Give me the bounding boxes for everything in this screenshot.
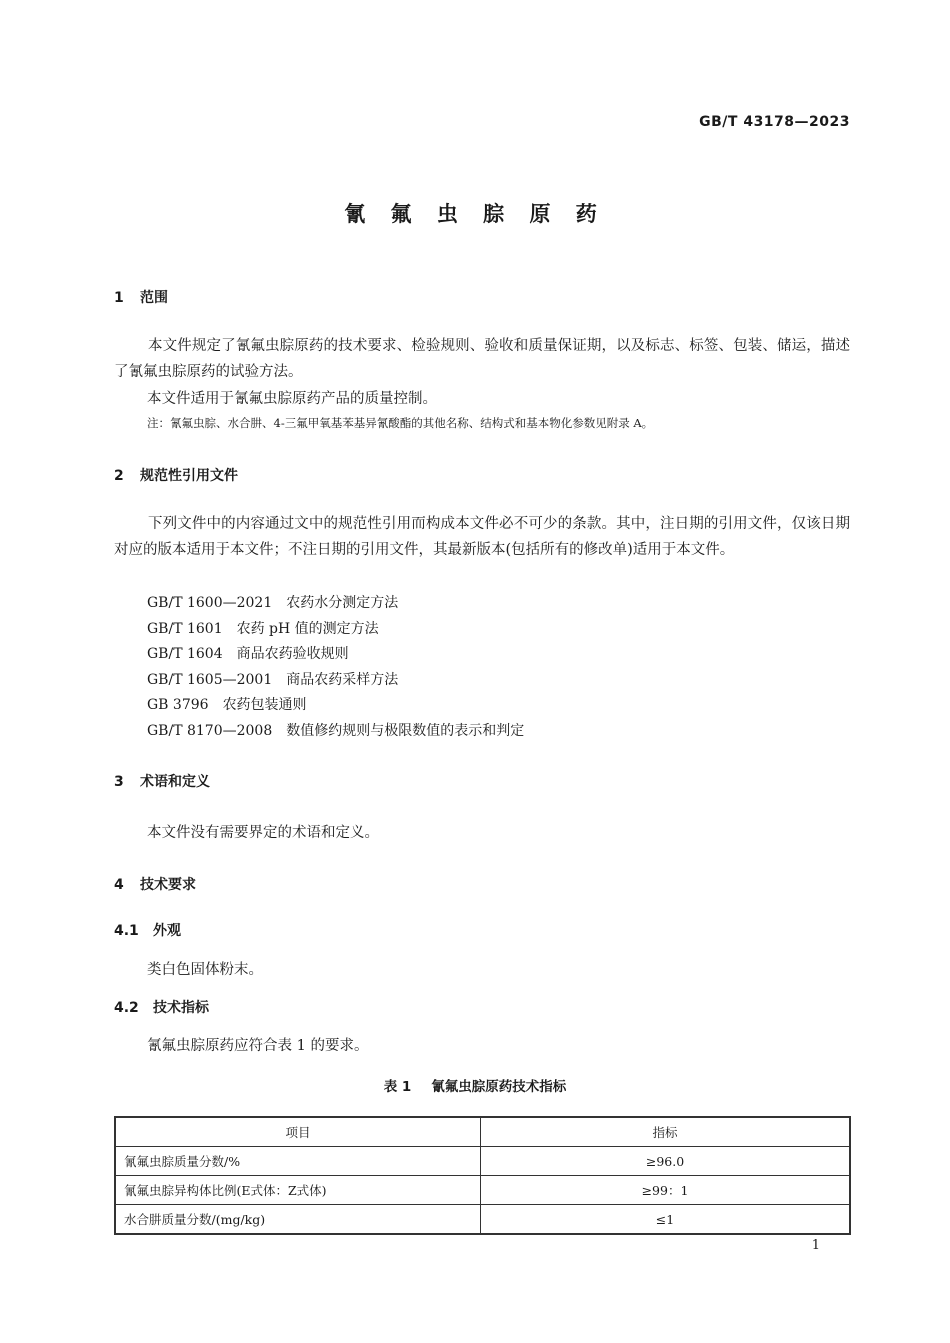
reference-code: GB/T 1601 (147, 621, 223, 637)
section-1-note: 注：氰氟虫腙、水合肼、4-三氟甲氧基苯基异氰酸酯的其他名称、结构式和基本物化参数见附录 A。 (147, 416, 654, 430)
table-cell-item: 氰氟虫腙异构体比例(E式体：Z式体) (115, 1176, 481, 1205)
section-3-heading (114, 771, 210, 791)
section-1-paragraph-1: 本文件规定了氰氟虫腙原药的技术要求、检验规则、验收和质量保证期，以及标志、标签、包装、储运，描述了氰氟虫腙原药的试验方法。 (114, 338, 850, 380)
reference-name: 农药 pH 值的测定方法 (236, 621, 379, 637)
table-header-value: 指标 (481, 1117, 851, 1147)
reference-name: 商品农药采样方法 (286, 672, 399, 688)
section-title: 技术指标 (153, 1000, 209, 1016)
section-3-paragraph: 本文件没有需要界定的术语和定义。 (147, 825, 379, 841)
reference-code: GB 3796 (147, 697, 209, 713)
section-2-heading (114, 465, 238, 485)
table-row (115, 1205, 850, 1235)
table-caption (0, 1075, 950, 1095)
section-4-1-heading (114, 920, 181, 940)
table-cell-value: ≤1 (481, 1205, 851, 1235)
table-cell-item: 氰氟虫腙质量分数/% (115, 1147, 481, 1176)
section-number: 2 (114, 468, 124, 484)
section-4-2-heading (114, 997, 209, 1017)
section-1-heading (114, 287, 168, 307)
section-1-paragraph-2: 本文件适用于氰氟虫腙原药产品的质量控制。 (147, 391, 437, 407)
section-4-heading (114, 874, 196, 894)
reference-name: 商品农药验收规则 (236, 646, 349, 662)
section-number: 1 (114, 290, 124, 306)
reference-code: GB/T 1605—2001 (147, 672, 273, 688)
technical-spec-table (114, 1116, 851, 1235)
section-title: 术语和定义 (140, 774, 210, 790)
document-title: 氰 氟 虫 腙 原 药 (344, 202, 606, 226)
reference-item (147, 669, 398, 689)
table-cell-item: 水合肼质量分数/(mg/kg) (115, 1205, 481, 1235)
reference-item (147, 720, 524, 740)
table-header-row (115, 1117, 850, 1147)
section-4-2-paragraph: 氰氟虫腙原药应符合表 1 的要求。 (147, 1038, 369, 1054)
table-cell-value: ≥96.0 (481, 1147, 851, 1176)
standard-code: GB/T 43178—2023 (699, 114, 850, 130)
section-number: 4.1 (114, 923, 139, 939)
reference-code: GB/T 8170—2008 (147, 723, 273, 739)
section-4-1-paragraph: 类白色固体粉末。 (147, 962, 263, 978)
reference-item (147, 592, 398, 612)
section-title: 规范性引用文件 (140, 468, 238, 484)
reference-name: 农药水分测定方法 (286, 595, 399, 611)
table-row (115, 1147, 850, 1176)
section-title: 外观 (153, 923, 181, 939)
section-title: 范围 (140, 290, 168, 306)
table-caption-label: 表 1 (383, 1079, 412, 1095)
section-2-paragraph: 下列文件中的内容通过文中的规范性引用而构成本文件必不可少的条款。其中，注日期的引用文件，仅该日期对应的版本适用于本文件；不注日期的引用文件，其最新版本(包括所有的修改单)适用于本文件。 (114, 516, 850, 558)
table-caption-title: 氰氟虫腙原药技术指标 (431, 1079, 567, 1095)
reference-item (147, 643, 349, 663)
section-number: 4 (114, 877, 124, 893)
table-row (115, 1176, 850, 1205)
table-cell-value: ≥99：1 (481, 1176, 851, 1205)
table-header-item: 项目 (115, 1117, 481, 1147)
page-number: 1 (811, 1238, 820, 1253)
reference-code: GB/T 1600—2021 (147, 595, 273, 611)
reference-item (147, 694, 307, 714)
section-title: 技术要求 (140, 877, 196, 893)
reference-name: 农药包装通则 (222, 697, 307, 713)
section-number: 3 (114, 774, 124, 790)
section-number: 4.2 (114, 1000, 139, 1016)
reference-name: 数值修约规则与极限数值的表示和判定 (286, 723, 525, 739)
reference-item (147, 618, 379, 638)
reference-code: GB/T 1604 (147, 646, 223, 662)
